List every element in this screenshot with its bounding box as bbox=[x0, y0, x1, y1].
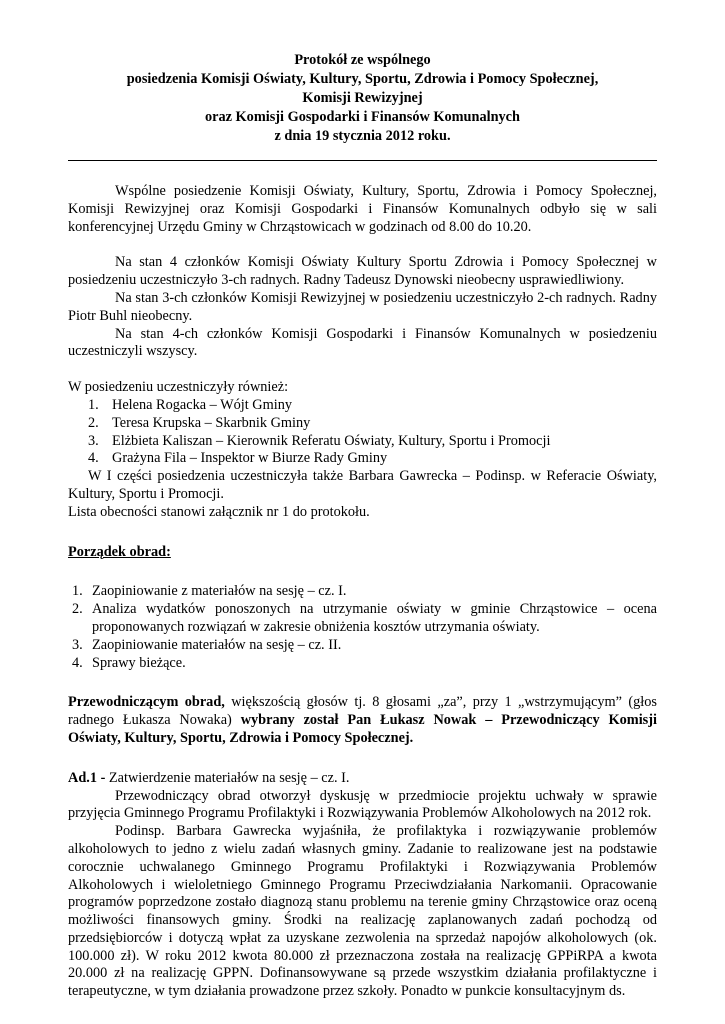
list-item-number: 2. bbox=[88, 414, 99, 431]
title-line-2: posiedzenia Komisji Oświaty, Kultury, Sportu, Zdrowia i Pomocy Społecznej, bbox=[126, 71, 599, 87]
title-line-3: Komisji Rewizyjnej bbox=[302, 90, 423, 106]
chair-election-paragraph bbox=[68, 694, 657, 747]
list-item-text: Sprawy bieżące. bbox=[92, 654, 186, 671]
list-item bbox=[68, 433, 657, 451]
list-item bbox=[68, 397, 657, 415]
list-item-number: 4. bbox=[88, 450, 99, 467]
title-divider bbox=[68, 160, 657, 161]
agenda-list bbox=[68, 583, 657, 672]
attendance-commission-3: Na stan 4-ch członków Komisji Gospodarki i Finansów Komunalnych w posiedzeniu uczestniczyli wszyscy. bbox=[68, 325, 657, 360]
list-item-text: Zaopiniowanie materiałów na sesję – cz. II. bbox=[92, 636, 342, 653]
document-body bbox=[68, 183, 657, 1001]
chair-election-result: wybrany został Pan Łukasz Nowak – Przewodniczący Komisji Oświaty, Kultury, Sportu, Zdrowia i Pomocy Społecznej. bbox=[68, 712, 657, 746]
ad1-heading bbox=[68, 770, 657, 788]
list-item-text: Elżbieta Kaliszan – Kierownik Referatu Oświaty, Kultury, Sportu i Promocji bbox=[112, 432, 551, 449]
list-item-number: 2. bbox=[72, 601, 83, 618]
list-item-number: 3. bbox=[72, 636, 83, 653]
intro-paragraph: Wspólne posiedzenie Komisji Oświaty, Kultury, Sportu, Zdrowia i Pomocy Społecznej, Komisji Rewizyjnej oraz Komisji Gospodarki i Finansów Komunalnych odbyło się w sali konferencyjnej Urzędu Gminy w Chrząstowicach w godzinach od 8.00 do 10.20. bbox=[68, 183, 657, 235]
agenda-heading: Porządek obrad: bbox=[68, 543, 171, 560]
chair-election-lead: Przewodniczącym obrad, bbox=[68, 694, 225, 711]
list-item bbox=[68, 450, 657, 468]
list-item bbox=[68, 583, 657, 601]
list-item-text: Zaopiniowanie z materiałów na sesję – cz. I. bbox=[92, 583, 347, 600]
ad1-title: Zatwierdzenie materiałów na sesję – cz. I. bbox=[105, 769, 350, 786]
list-item bbox=[68, 415, 657, 433]
list-item bbox=[68, 601, 657, 637]
title-line-4: oraz Komisji Gospodarki i Finansów Komunalnych bbox=[205, 109, 520, 125]
attendance-commission-2: Na stan 3-ch członków Komisji Rewizyjnej w posiedzeniu uczestniczyło 2-ch radnych. Radny Piotr Buhl nieobecny. bbox=[68, 289, 657, 324]
list-item-text: Analiza wydatków ponoszonych na utrzymanie oświaty w gminie Chrząstowice – ocena proponowanych rozwiązań w zakresie obniżenia kosztów utrzymania oświaty. bbox=[92, 601, 657, 635]
list-item bbox=[68, 637, 657, 655]
attendance-commission-1: Na stan 4 członków Komisji Oświaty Kultury Sportu Zdrowia i Pomocy Społecznej w posiedzeniu uczestniczyło 3-ch radnych. Radny Tadeusz Dynowski nieobecny usprawiedliwiony. bbox=[68, 254, 657, 289]
title-line-1: Protokół ze wspólnego bbox=[294, 52, 431, 68]
list-item-text: Grażyna Fila – Inspektor w Biurze Rady Gminy bbox=[112, 450, 388, 467]
ad1-paragraph-2: Podinsp. Barbara Gawrecka wyjaśniła, że profilaktyka i rozwiązywanie problemów alkoholowych to jedno z wielu zadań własnych gminy. Zadanie to realizowane jest na podstawie corocznie uchwalanego Gminnego Programu Profilaktyki i Rozwiązywania Problemów Alkoholowych i wieloletniego Gminnego Programu Przeciwdziałania Narkomanii. Opracowanie programów poprzedzone zostało diagnozą stanu problemu na terenie gminy Chrząstowice oraz oceną możliwości finansowych gminy. Środki na realizację zaplanowanych zadań pochodzą od przedsiębiorców i dotyczą wpłat za uzyskane zezwolenia na sprzedaż napojów alkoholowych (ok. 100.000 zł). W roku 2012 kwota 80.000 zł przeznaczona została na realizację GPPiRPA a kwota 20.000 zł na realizację GPPN. Dofinansowywane są przede wszystkim działania profilaktyczne i terapeutyczne, w tym działania prowadzone przez szkoły. Ponadto w punkcie konsultacyjnym ds. bbox=[68, 823, 657, 1000]
attendance-list-note: Lista obecności stanowi załącznik nr 1 do protokołu. bbox=[68, 503, 370, 520]
list-item bbox=[68, 655, 657, 673]
list-item-text: Teresa Krupska – Skarbnik Gminy bbox=[112, 414, 311, 431]
also-present-heading: W posiedzeniu uczestniczyły również: bbox=[68, 379, 289, 396]
title-line-5: z dnia 19 stycznia 2012 roku. bbox=[274, 128, 451, 144]
document-title bbox=[68, 51, 657, 146]
partial-attendance-note: W I części posiedzenia uczestniczyła także Barbara Gawrecka – Podinsp. w Referacie Oświaty, Kultury, Sportu i Promocji. bbox=[68, 468, 657, 502]
list-item-number: 1. bbox=[72, 583, 83, 600]
chair-election-vote: większością głosów tj. 8 głosami „za”, przy 1 „wstrzymującym” (głos radnego Łukasza Nowaka) bbox=[68, 694, 657, 729]
ad1-label: Ad.1 - bbox=[68, 769, 106, 786]
list-item-number: 3. bbox=[88, 432, 99, 449]
list-item-text: Helena Rogacka – Wójt Gminy bbox=[112, 396, 292, 413]
also-present-list bbox=[68, 397, 657, 468]
list-item-number: 4. bbox=[72, 654, 83, 671]
list-item-number: 1. bbox=[88, 396, 99, 413]
ad1-paragraph-1: Przewodniczący obrad otworzył dyskusję w przedmiocie projektu uchwały w sprawie przyjęcia Gminnego Programu Profilaktyki i Rozwiązywania Problemów Alkoholowych na 2012 rok. bbox=[68, 787, 657, 822]
